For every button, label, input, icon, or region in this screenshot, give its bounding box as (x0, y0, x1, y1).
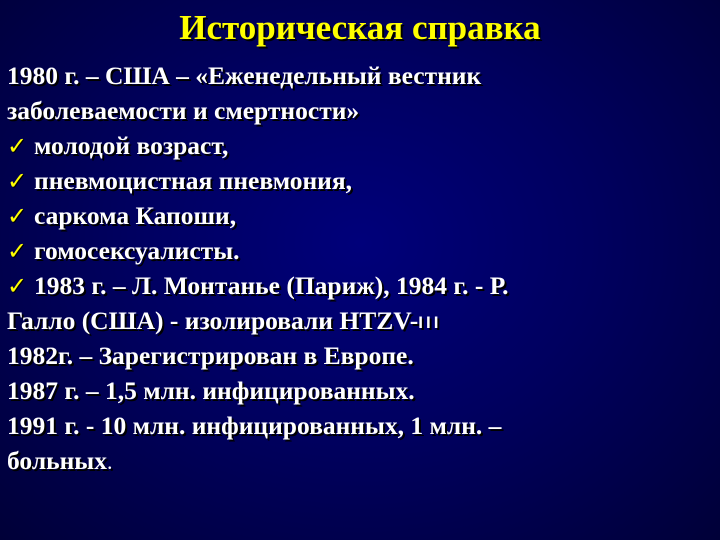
bullet-item (7, 163, 713, 198)
slide-body (7, 58, 713, 478)
line-text: заболеваемости и смертности» (7, 96, 360, 125)
slide-title: Историческая справка (179, 8, 541, 47)
line-text: Галло (США) - изолировали HTZV- (7, 306, 419, 335)
line-text: 1991 г. - 10 млн. инфицированных, 1 млн. – (7, 411, 502, 440)
text-line (7, 93, 713, 128)
checkmark-icon: ✓ (7, 167, 28, 195)
checkmark-icon: ✓ (7, 237, 28, 265)
text-line (7, 58, 713, 93)
bullet-item (7, 198, 713, 233)
checkmark-icon: ✓ (7, 272, 28, 300)
line-text: больных (7, 446, 107, 475)
text-line (7, 338, 713, 373)
trailing-period: . (106, 449, 113, 474)
bullet-item (7, 233, 713, 268)
line-text: 1982г. – Зарегистрирован в Европе. (7, 341, 414, 370)
bullet-item (7, 128, 713, 163)
bullet-text: 1983 г. – Л. Монтанье (Париж), 1984 г. - Р. (34, 271, 509, 300)
checkmark-icon: ✓ (7, 132, 28, 160)
roman-numeral: III (418, 313, 442, 332)
line-text: 1987 г. – 1,5 млн. инфицированных. (7, 376, 415, 405)
line-text: 1980 г. – США – «Еженедельный вестник (7, 61, 482, 90)
checkmark-icon: ✓ (7, 202, 28, 230)
bullet-text: саркома Капоши, (34, 201, 237, 230)
text-line (7, 443, 713, 478)
text-line (7, 408, 713, 443)
text-line (7, 303, 713, 338)
bullet-text: гомосексуалисты. (34, 236, 240, 265)
bullet-text: молодой возраст, (34, 131, 229, 160)
bullet-text: пневмоцистная пневмония, (34, 166, 353, 195)
bullet-item (7, 268, 713, 303)
text-line (7, 373, 713, 408)
